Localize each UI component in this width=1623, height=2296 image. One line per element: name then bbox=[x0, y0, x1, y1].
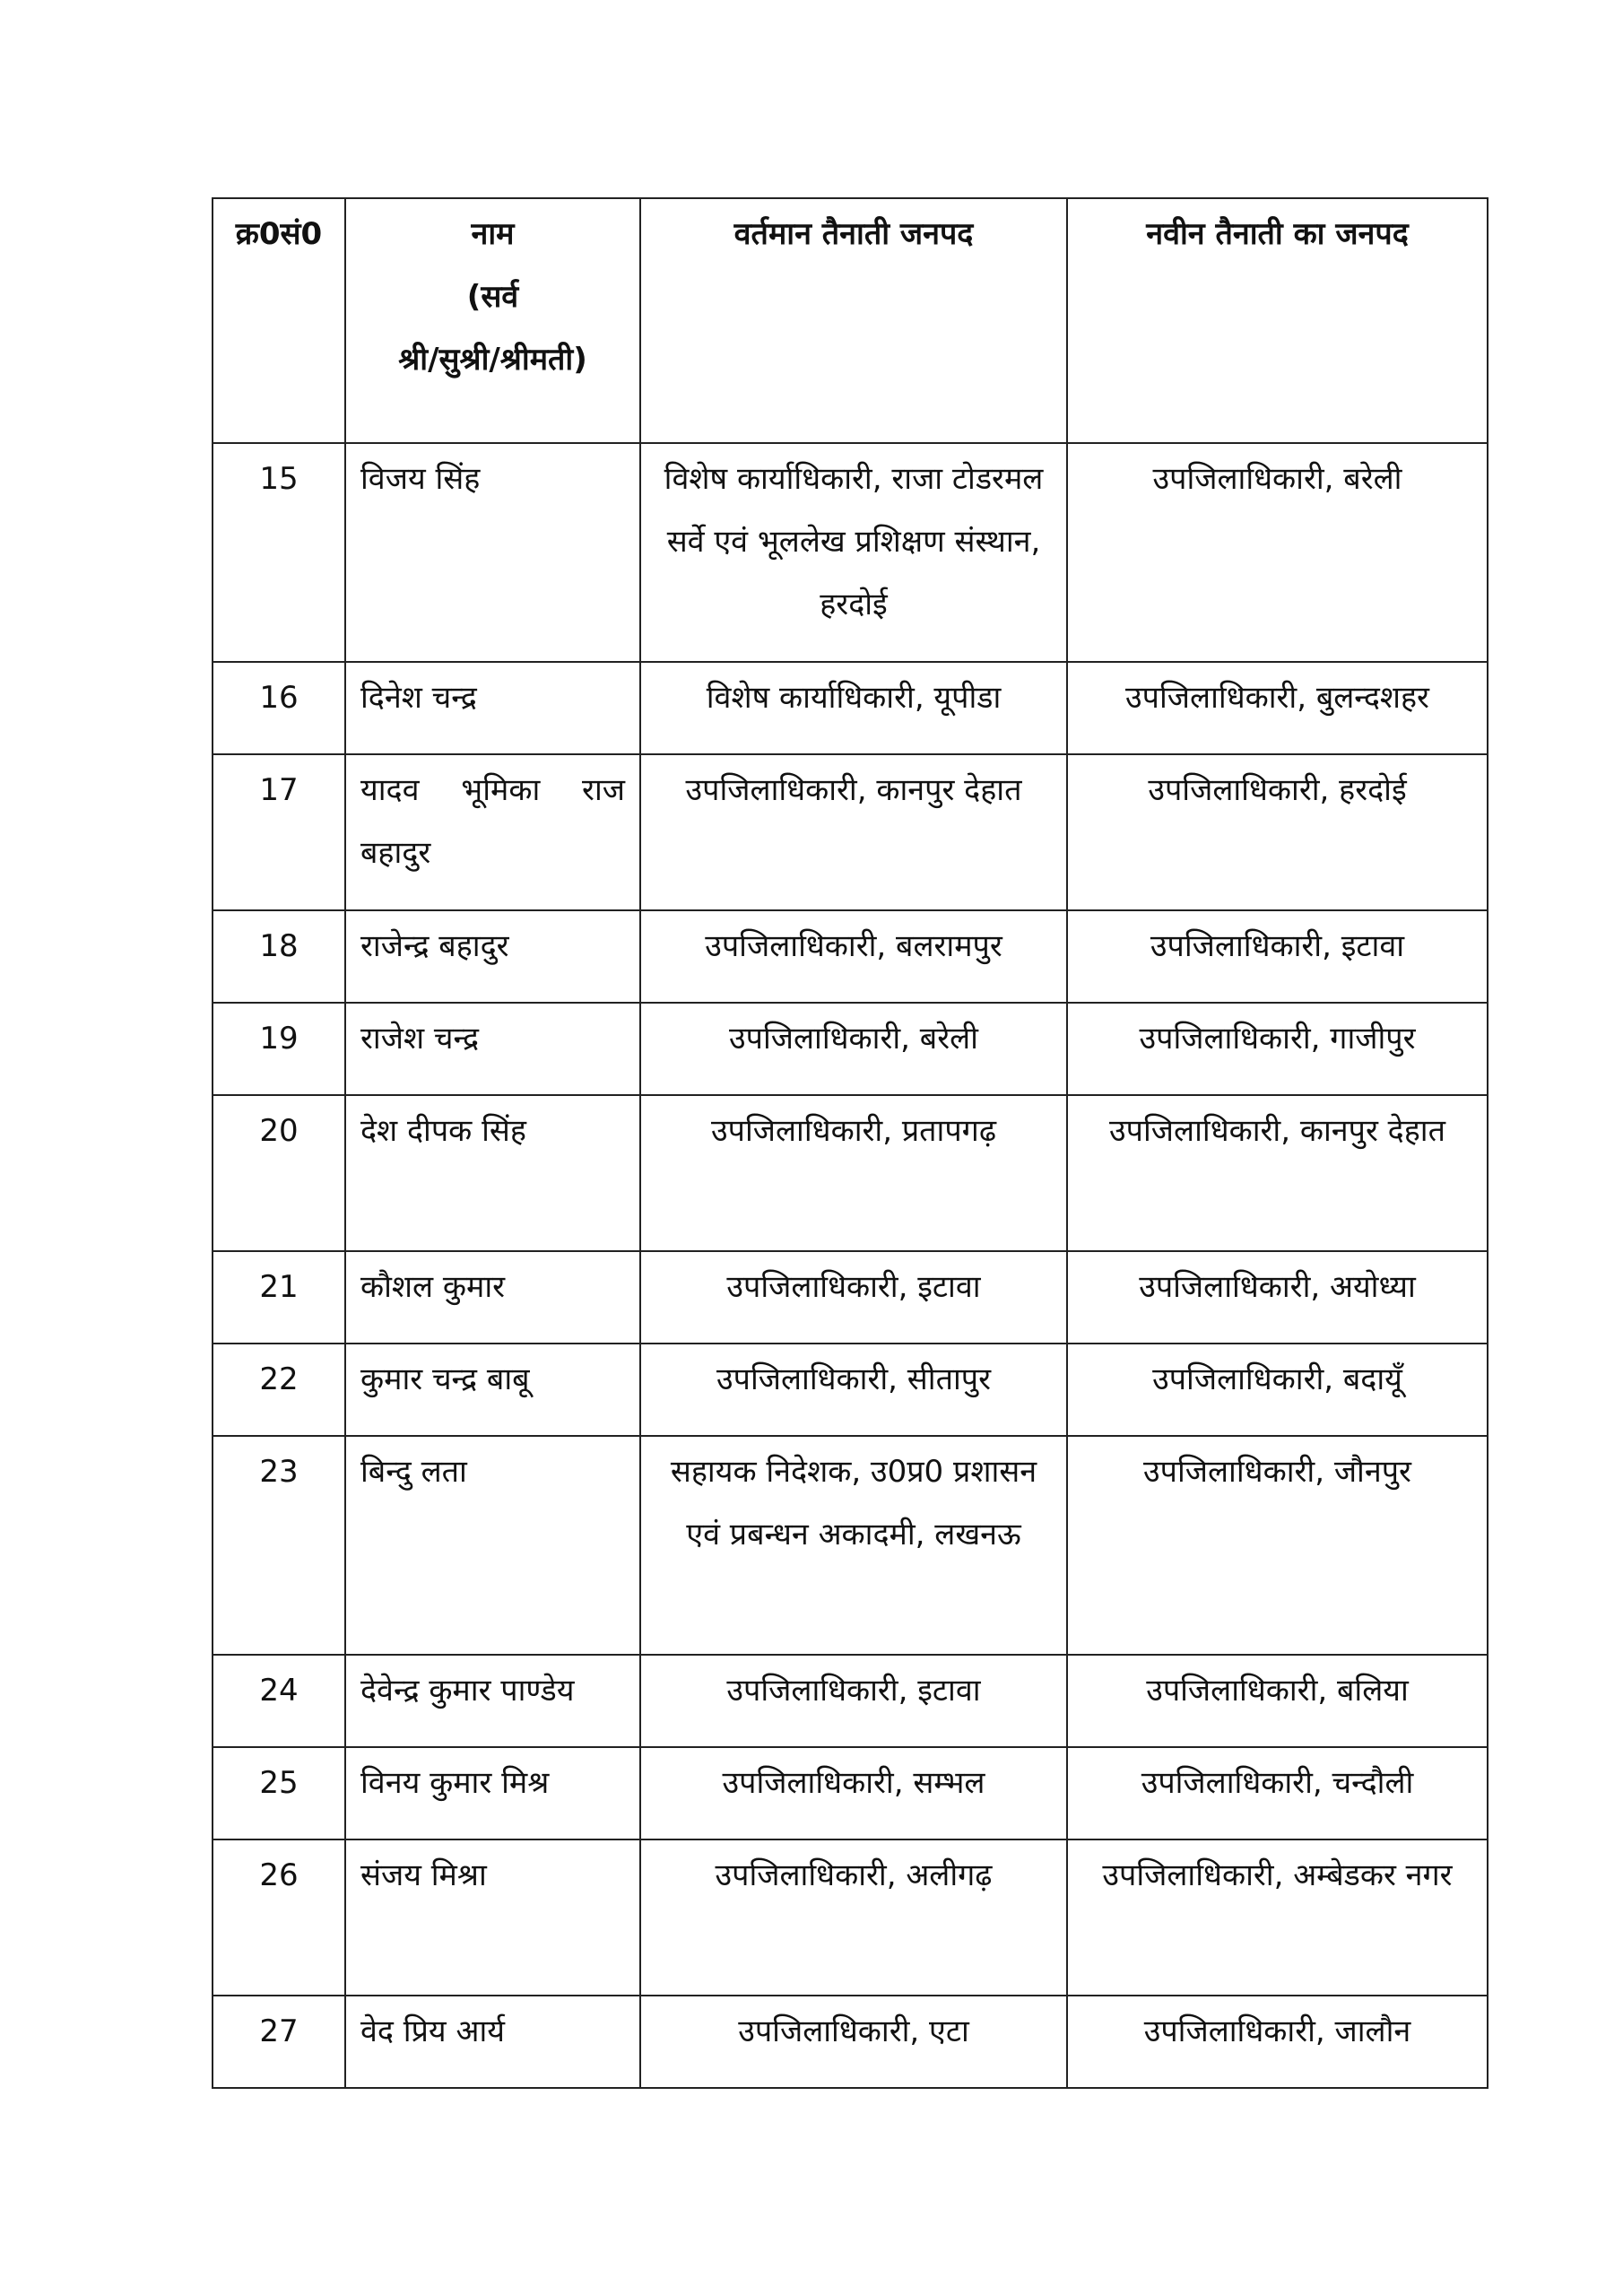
header-name-line2: (सर्व bbox=[466, 279, 519, 315]
table-row bbox=[213, 1436, 1488, 1655]
header-serial: क्र0सं0 bbox=[213, 198, 345, 443]
table-row bbox=[213, 754, 1488, 910]
table-row bbox=[213, 1747, 1488, 1839]
header-name-line3: श्री/सुश्री/श्रीमती) bbox=[398, 342, 587, 378]
cell-current-posting: उपजिलाधिकारी, सीतापुर bbox=[640, 1344, 1067, 1436]
cell-serial: 15 bbox=[213, 443, 345, 662]
table-row bbox=[213, 1003, 1488, 1095]
table-row bbox=[213, 662, 1488, 754]
cell-serial: 19 bbox=[213, 1003, 345, 1095]
cell-serial: 18 bbox=[213, 910, 345, 1003]
table-row bbox=[213, 1251, 1488, 1344]
cell-name: विनय कुमार मिश्र bbox=[345, 1747, 640, 1839]
cell-serial: 17 bbox=[213, 754, 345, 910]
cell-serial: 21 bbox=[213, 1251, 345, 1344]
table-row bbox=[213, 1095, 1488, 1251]
cell-new-posting: उपजिलाधिकारी, बलिया bbox=[1067, 1655, 1488, 1747]
cell-serial: 22 bbox=[213, 1344, 345, 1436]
cell-serial: 16 bbox=[213, 662, 345, 754]
cell-name: देवेन्द्र कुमार पाण्डेय bbox=[345, 1655, 640, 1747]
cell-current-posting: उपजिलाधिकारी, इटावा bbox=[640, 1655, 1067, 1747]
header-name bbox=[345, 198, 640, 443]
cell-name: दिनेश चन्द्र bbox=[345, 662, 640, 754]
table-row bbox=[213, 1344, 1488, 1436]
posting-table bbox=[212, 197, 1488, 2089]
cell-current-posting: उपजिलाधिकारी, प्रतापगढ़ bbox=[640, 1095, 1067, 1251]
cell-name: कौशल कुमार bbox=[345, 1251, 640, 1344]
table-row bbox=[213, 1996, 1488, 2088]
cell-new-posting: उपजिलाधिकारी, इटावा bbox=[1067, 910, 1488, 1003]
cell-serial: 24 bbox=[213, 1655, 345, 1747]
cell-name: राजेन्द्र बहादुर bbox=[345, 910, 640, 1003]
cell-new-posting: उपजिलाधिकारी, बरेली bbox=[1067, 443, 1488, 662]
cell-name: देश दीपक सिंह bbox=[345, 1095, 640, 1251]
cell-current-posting: उपजिलाधिकारी, बलरामपुर bbox=[640, 910, 1067, 1003]
cell-serial: 23 bbox=[213, 1436, 345, 1655]
cell-name: यादव भूमिका राज बहादुर bbox=[345, 754, 640, 910]
cell-new-posting: उपजिलाधिकारी, बदायूँ bbox=[1067, 1344, 1488, 1436]
cell-new-posting: उपजिलाधिकारी, हरदोई bbox=[1067, 754, 1488, 910]
cell-name: कुमार चन्द्र बाबू bbox=[345, 1344, 640, 1436]
table-row bbox=[213, 910, 1488, 1003]
cell-name: वेद प्रिय आर्य bbox=[345, 1996, 640, 2088]
cell-new-posting: उपजिलाधिकारी, अम्बेडकर नगर bbox=[1067, 1839, 1488, 1996]
cell-new-posting: उपजिलाधिकारी, बुलन्दशहर bbox=[1067, 662, 1488, 754]
cell-new-posting: उपजिलाधिकारी, जौनपुर bbox=[1067, 1436, 1488, 1655]
header-current-posting: वर्तमान तैनाती जनपद bbox=[640, 198, 1067, 443]
cell-new-posting: उपजिलाधिकारी, कानपुर देहात bbox=[1067, 1095, 1488, 1251]
cell-current-posting: उपजिलाधिकारी, बरेली bbox=[640, 1003, 1067, 1095]
cell-new-posting: उपजिलाधिकारी, चन्दौली bbox=[1067, 1747, 1488, 1839]
cell-current-posting: उपजिलाधिकारी, इटावा bbox=[640, 1251, 1067, 1344]
table-header-row bbox=[213, 198, 1488, 443]
cell-current-posting: विशेष कार्याधिकारी, राजा टोडरमल सर्वे एवं भूललेख प्रशिक्षण संस्थान, हरदोई bbox=[640, 443, 1067, 662]
cell-current-posting: उपजिलाधिकारी, अलीगढ़ bbox=[640, 1839, 1067, 1996]
table-row bbox=[213, 443, 1488, 662]
cell-name: बिन्दु लता bbox=[345, 1436, 640, 1655]
cell-name: संजय मिश्रा bbox=[345, 1839, 640, 1996]
table-row bbox=[213, 1839, 1488, 1996]
cell-new-posting: उपजिलाधिकारी, अयोध्या bbox=[1067, 1251, 1488, 1344]
cell-current-posting: सहायक निदेशक, उ0प्र0 प्रशासन एवं प्रबन्धन अकादमी, लखनऊ bbox=[640, 1436, 1067, 1655]
cell-new-posting: उपजिलाधिकारी, जालौन bbox=[1067, 1996, 1488, 2088]
cell-current-posting: उपजिलाधिकारी, सम्भल bbox=[640, 1747, 1067, 1839]
table-body bbox=[213, 443, 1488, 2088]
header-new-posting: नवीन तैनाती का जनपद bbox=[1067, 198, 1488, 443]
cell-serial: 26 bbox=[213, 1839, 345, 1996]
cell-current-posting: उपजिलाधिकारी, एटा bbox=[640, 1996, 1067, 2088]
cell-serial: 20 bbox=[213, 1095, 345, 1251]
cell-current-posting: उपजिलाधिकारी, कानपुर देहात bbox=[640, 754, 1067, 910]
cell-serial: 25 bbox=[213, 1747, 345, 1839]
header-name-line1: नाम bbox=[471, 216, 515, 252]
cell-name: राजेश चन्द्र bbox=[345, 1003, 640, 1095]
table-row bbox=[213, 1655, 1488, 1747]
cell-name: विजय सिंह bbox=[345, 443, 640, 662]
cell-new-posting: उपजिलाधिकारी, गाजीपुर bbox=[1067, 1003, 1488, 1095]
cell-current-posting: विशेष कार्याधिकारी, यूपीडा bbox=[640, 662, 1067, 754]
cell-serial: 27 bbox=[213, 1996, 345, 2088]
